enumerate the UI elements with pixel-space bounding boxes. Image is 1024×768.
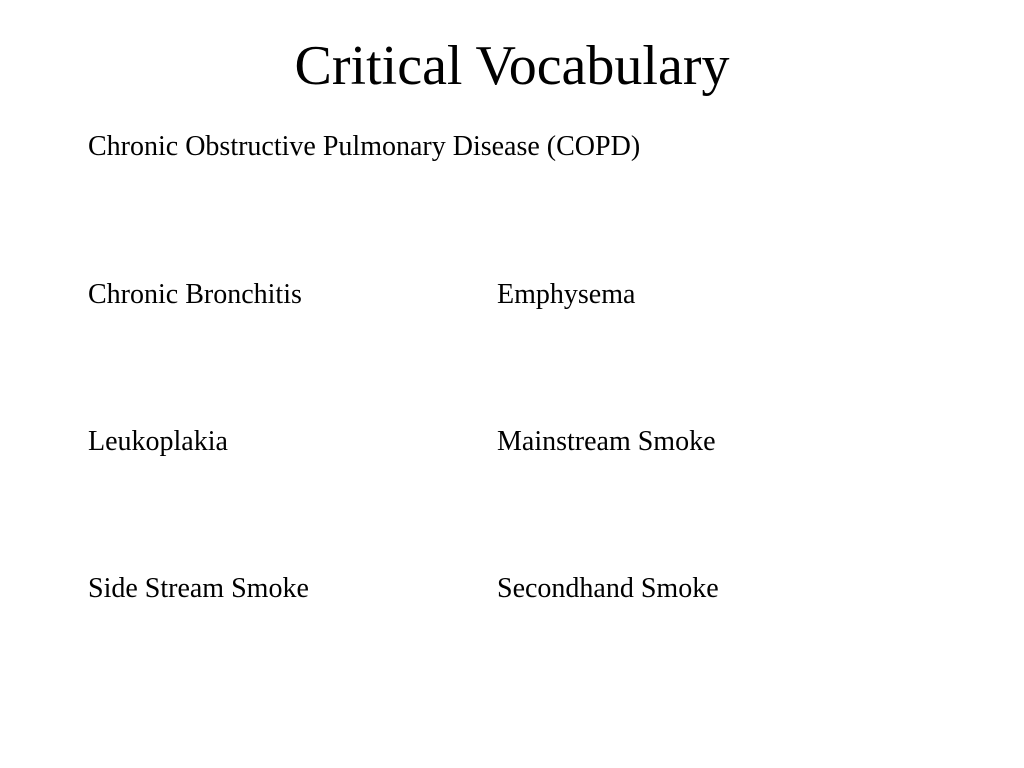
term-copd: Chronic Obstructive Pulmonary Disease (COPD)	[88, 131, 641, 162]
term-emphysema: Emphysema	[497, 279, 636, 310]
term-leukoplakia: Leukoplakia	[88, 426, 228, 457]
term-chronic-bronchitis: Chronic Bronchitis	[88, 279, 302, 310]
term-secondhand-smoke: Secondhand Smoke	[497, 573, 719, 604]
slide-title: Critical Vocabulary	[294, 35, 730, 97]
term-side-stream-smoke: Side Stream Smoke	[88, 573, 309, 604]
term-mainstream-smoke: Mainstream Smoke	[497, 426, 716, 457]
